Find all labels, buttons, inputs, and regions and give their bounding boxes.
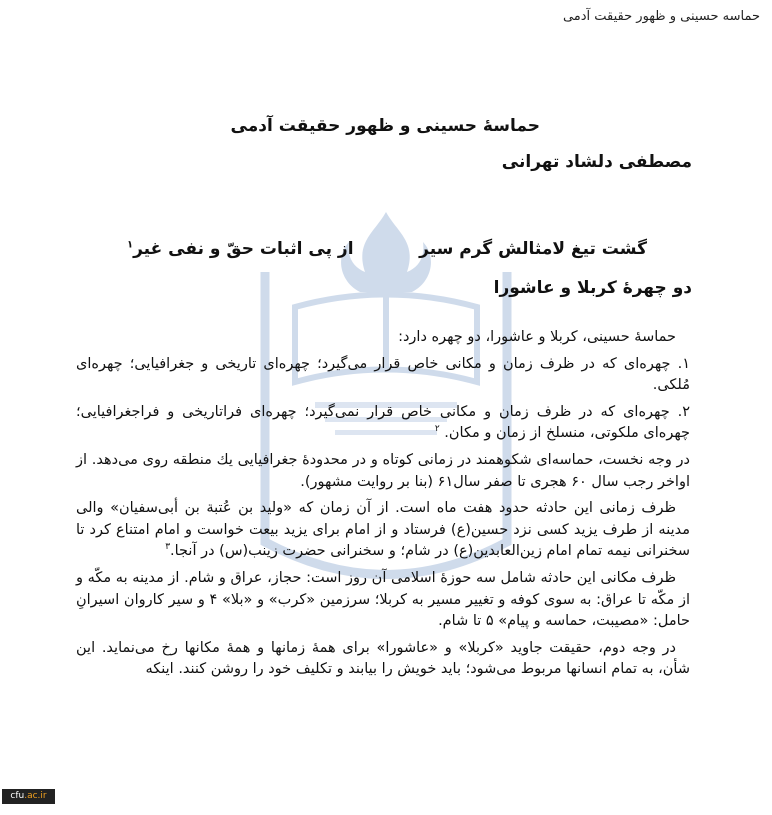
- paragraph: ۲. چهره‌ای که در ظرف زمان و مکانی خاص قرار نمی‌گیرد؛ چهره‌ای فراتاریخی و فراجغرافیایی؛ چهره‌ای ملکوتی، منسلخ از زمان و مکان. $^۲$: [76, 403, 690, 442]
- verse-hemistich-1: گشت تیغ لامثالش گرم سیر: [419, 239, 647, 259]
- paragraph: ظرف زمانی این حادثه حدود هفت ماه است. از آن زمان که «ولید بن عُتبة بن أبی‌سفیان» والی مدینه از طرف یزید کسی نزد حسین(ع) فرستاد و از امام برای یزید بیعت خواست و امام امتناع کرد تا سخنرانی نیمه تمام امام زین‌العابدین(ع) در شام؛ و سخنرانی حضرت زینب(س) در آنجا.$^۳$: [76, 500, 690, 560]
- footnote-marker: ۳: [165, 542, 171, 553]
- body-text: [76, 327, 690, 686]
- paragraph: ظرف مکانی این حادثه شامل سه حوزۀ اسلامی آن روز است: حجاز، عراق و شام. از مدینه به مکّه و از مکّه تا عراق: به سوی کوفه و تغییر مسیر به کربلا؛ سرزمین «کرب» و «بلا» ۴ و سیر کاروان اسیرانِ حامل: «مصیبت، حماسه و پیام» ۵ تا شام.: [76, 569, 690, 630]
- author-name: مصطفی دلشاد تهرانی: [501, 152, 692, 172]
- paragraph: ۱. چهره‌ای که در ظرف زمان و مکانی خاص قرار می‌گیرد؛ چهره‌ای تاریخی و جغرافیایی؛ چهره‌ای مُلکی.: [76, 355, 690, 394]
- footnote-marker: ۲: [434, 424, 440, 435]
- verse-hemistich-2: از پی اثبات حقّ و نفی غیر$^۱$: [127, 239, 354, 259]
- site-logo: cfu.ac.ir: [2, 789, 55, 804]
- footnote-marker: ۱: [127, 239, 134, 251]
- section-heading: دو چهرۀ کربلا و عاشورا: [493, 278, 692, 298]
- verse: [127, 239, 647, 265]
- running-head: حماسه حسینی و ظهور حقیقت آدمی: [562, 9, 760, 24]
- paragraph: در وجه دوم، حقیقت جاوید «کربلا» و «عاشورا» برای همۀ زمانها و همۀ مکانها رخ می‌نماید. این شأن، به تمام انسانها مربوط می‌شود؛ باید خویش را بیابند و تکلیف خود را روشن کنند. اینکه: [76, 639, 690, 678]
- article-title: حماسۀ حسینی و ظهور حقیقت آدمی: [230, 116, 540, 136]
- paragraph: در وجه نخست، حماسه‌ای شکوهمند در زمانی کوتاه و در محدودۀ جغرافیایی یك منطقه روی می‌دهد. از اواخر رجب سال ۶۰ هجری تا صفر سال۶۱ (بنا بر روایت مشهور).: [76, 451, 690, 490]
- paragraph: حماسۀ حسینی، کربلا و عاشورا، دو چهره دارد:: [398, 329, 676, 345]
